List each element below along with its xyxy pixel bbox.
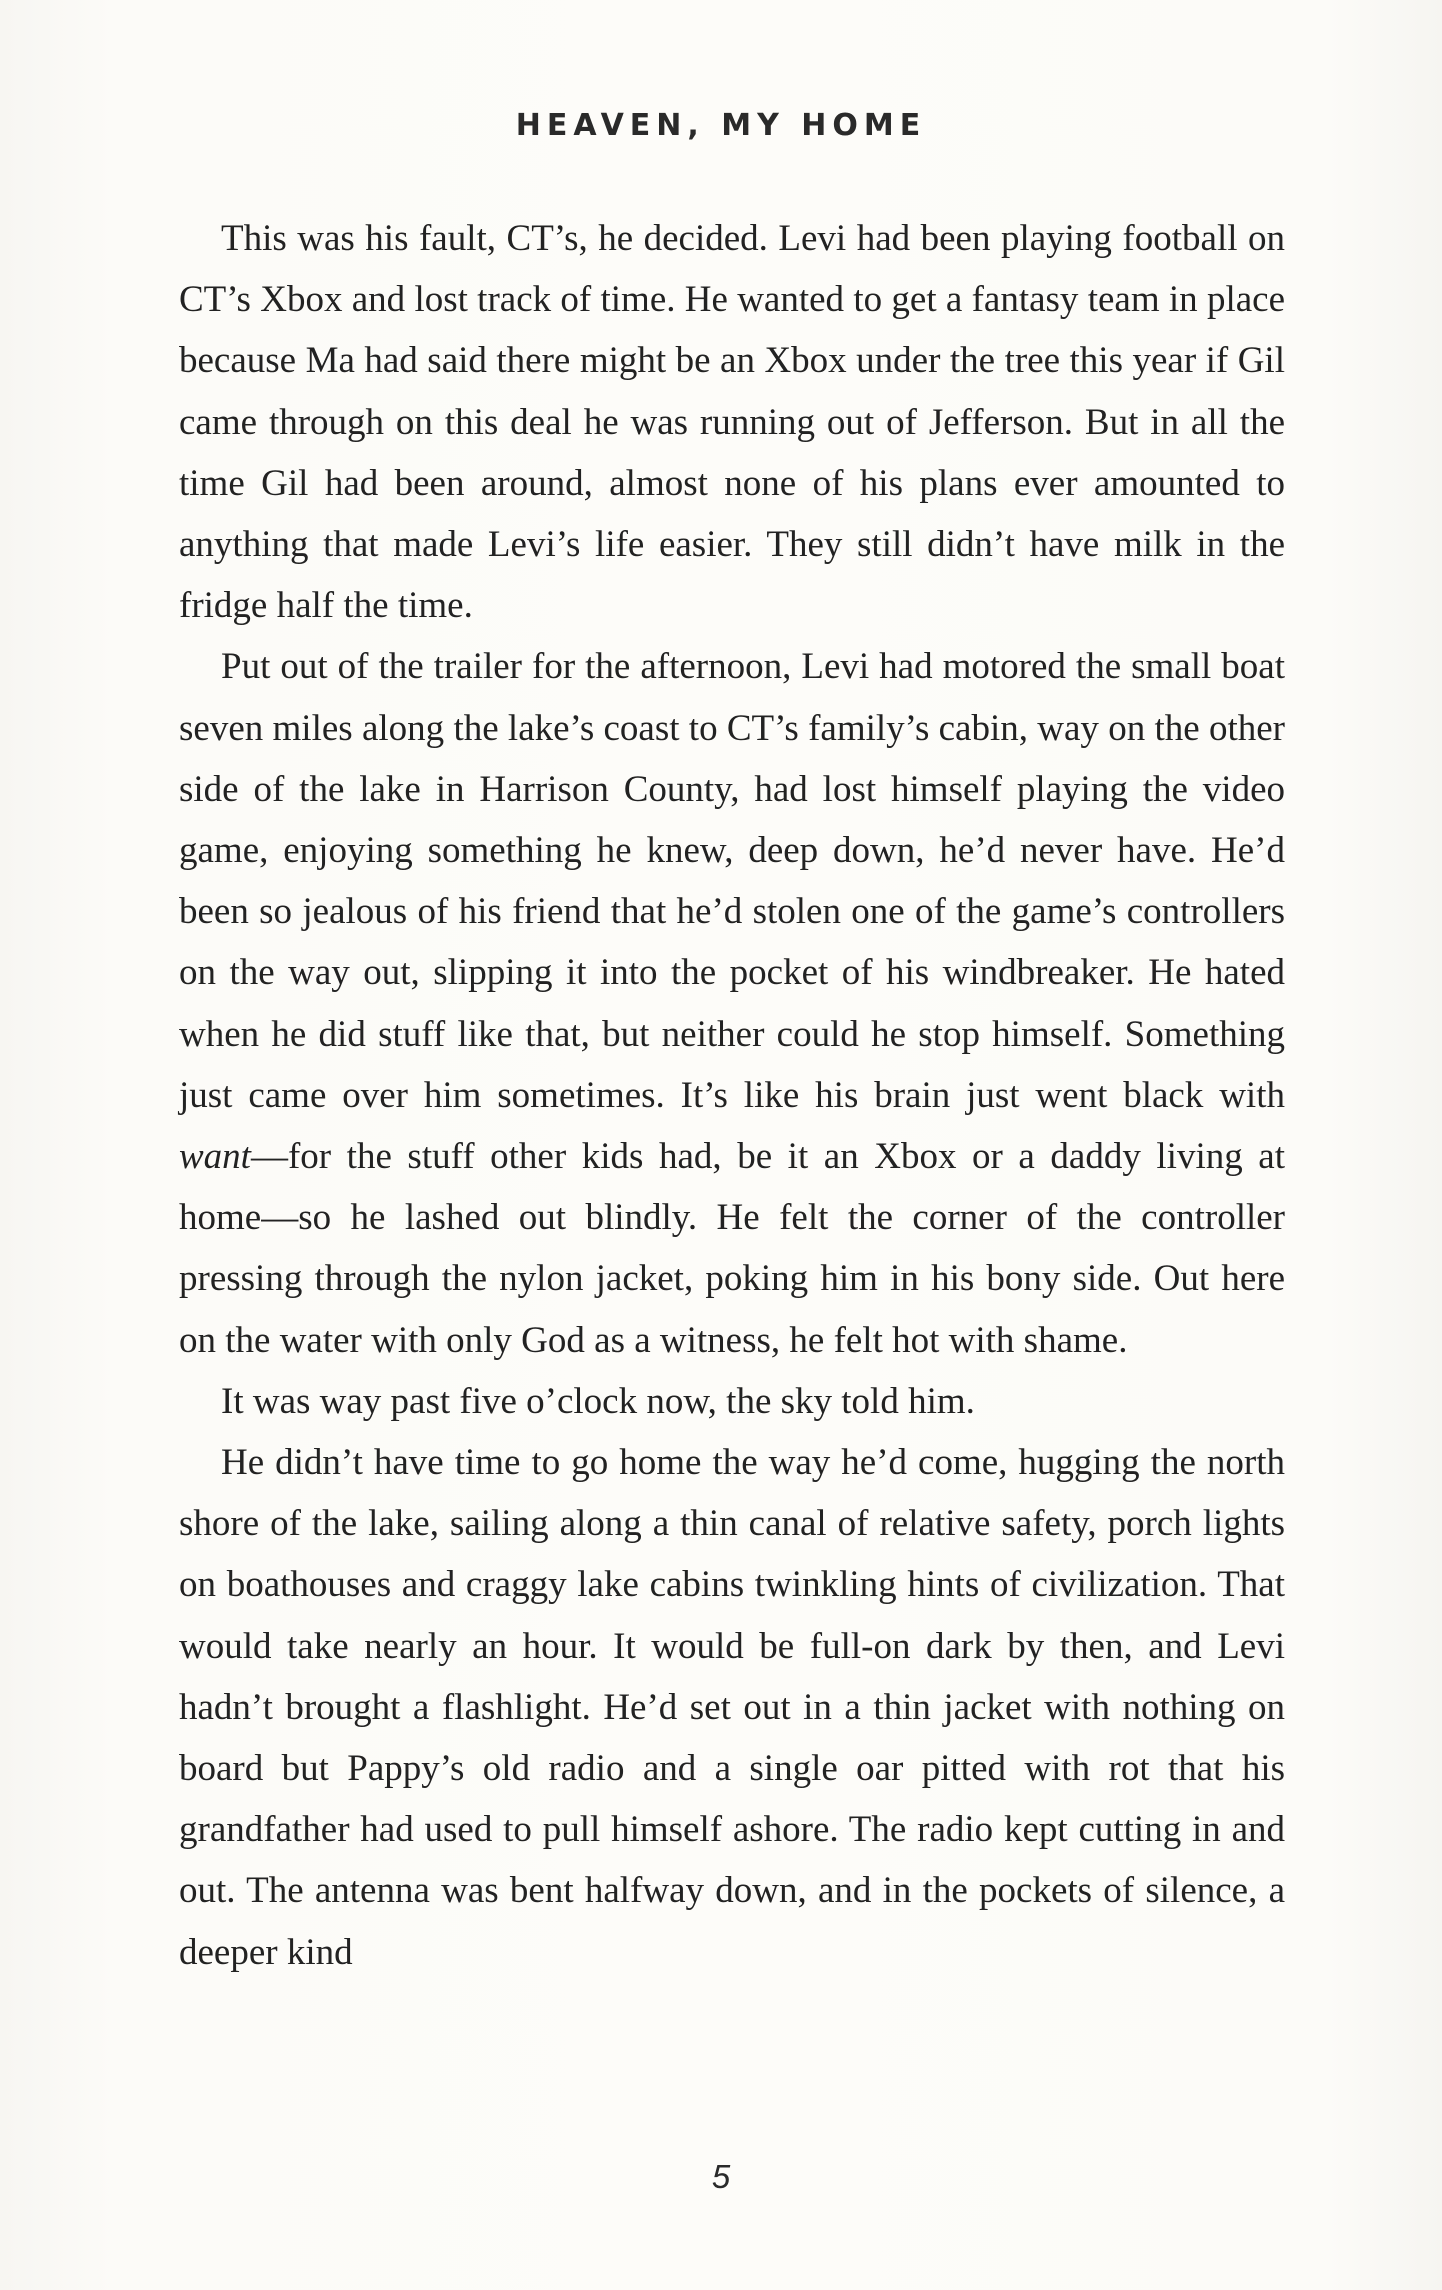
paragraph: This was his fault, CT’s, he decided. Levi had been playing football on CT’s Xbox and lost track of time. He wanted to get a fantasy team in place because Ma had said there might be an Xbox under the tree this year if Gil came through on this deal he was running out of Jefferson. But in all the time Gil had been around, almost none of his plans ever amounted to anything that made Levi’s life easier. They still didn’t have milk in the fridge half the time. — [179, 218, 1285, 627]
running-head: HEAVEN, MY HOME — [515, 108, 927, 143]
paragraph — [179, 636, 1285, 1370]
paragraph-text: Put out of the trailer for the afternoon, Levi had motored the small boat seven miles along the lake’s coast to CT’s family’s cabin, way on the other side of the lake in Harrison County, had lost himself playing the video game, enjoying something he knew, deep down, he’d never have. He’d been so jealous of his friend that he’d stolen one of the game’s controllers on the way out, slipping it into the pocket of his windbreaker. He hated when he did stuff like that, but neither could he stop himself. Something just came over him sometimes. It’s like his brain just went black with — [179, 646, 1285, 1116]
paragraph-text: —for the stuff other kids had, be it an Xbox or a daddy living at home—so he lashed out blindly. He felt the corner of the controller pressing through the nylon jacket, poking him in his bony side. Out here on the water with only God as a witness, he felt hot with shame. — [179, 1136, 1285, 1361]
body-text — [179, 208, 1285, 1983]
emphasized-word: want — [179, 1136, 251, 1178]
paragraph: It was way past five o’clock now, the sky told him. — [221, 1380, 975, 1422]
page-number: 5 — [711, 2158, 731, 2195]
paragraph: He didn’t have time to go home the way he’d come, hugging the north shore of the lake, sailing along a thin canal of relative safety, porch lights on boathouses and craggy lake cabins twinkling hints of civilization. That would take nearly an hour. It would be full-on dark by then, and Levi hadn’t brought a flashlight. He’d set out in a thin jacket with nothing on board but Pappy’s old radio and a single oar pitted with rot that his grandfather had used to pull himself ashore. The radio kept cutting in and out. The antenna was bent halfway down, and in the pockets of silence, a deeper kind — [179, 1442, 1285, 1973]
